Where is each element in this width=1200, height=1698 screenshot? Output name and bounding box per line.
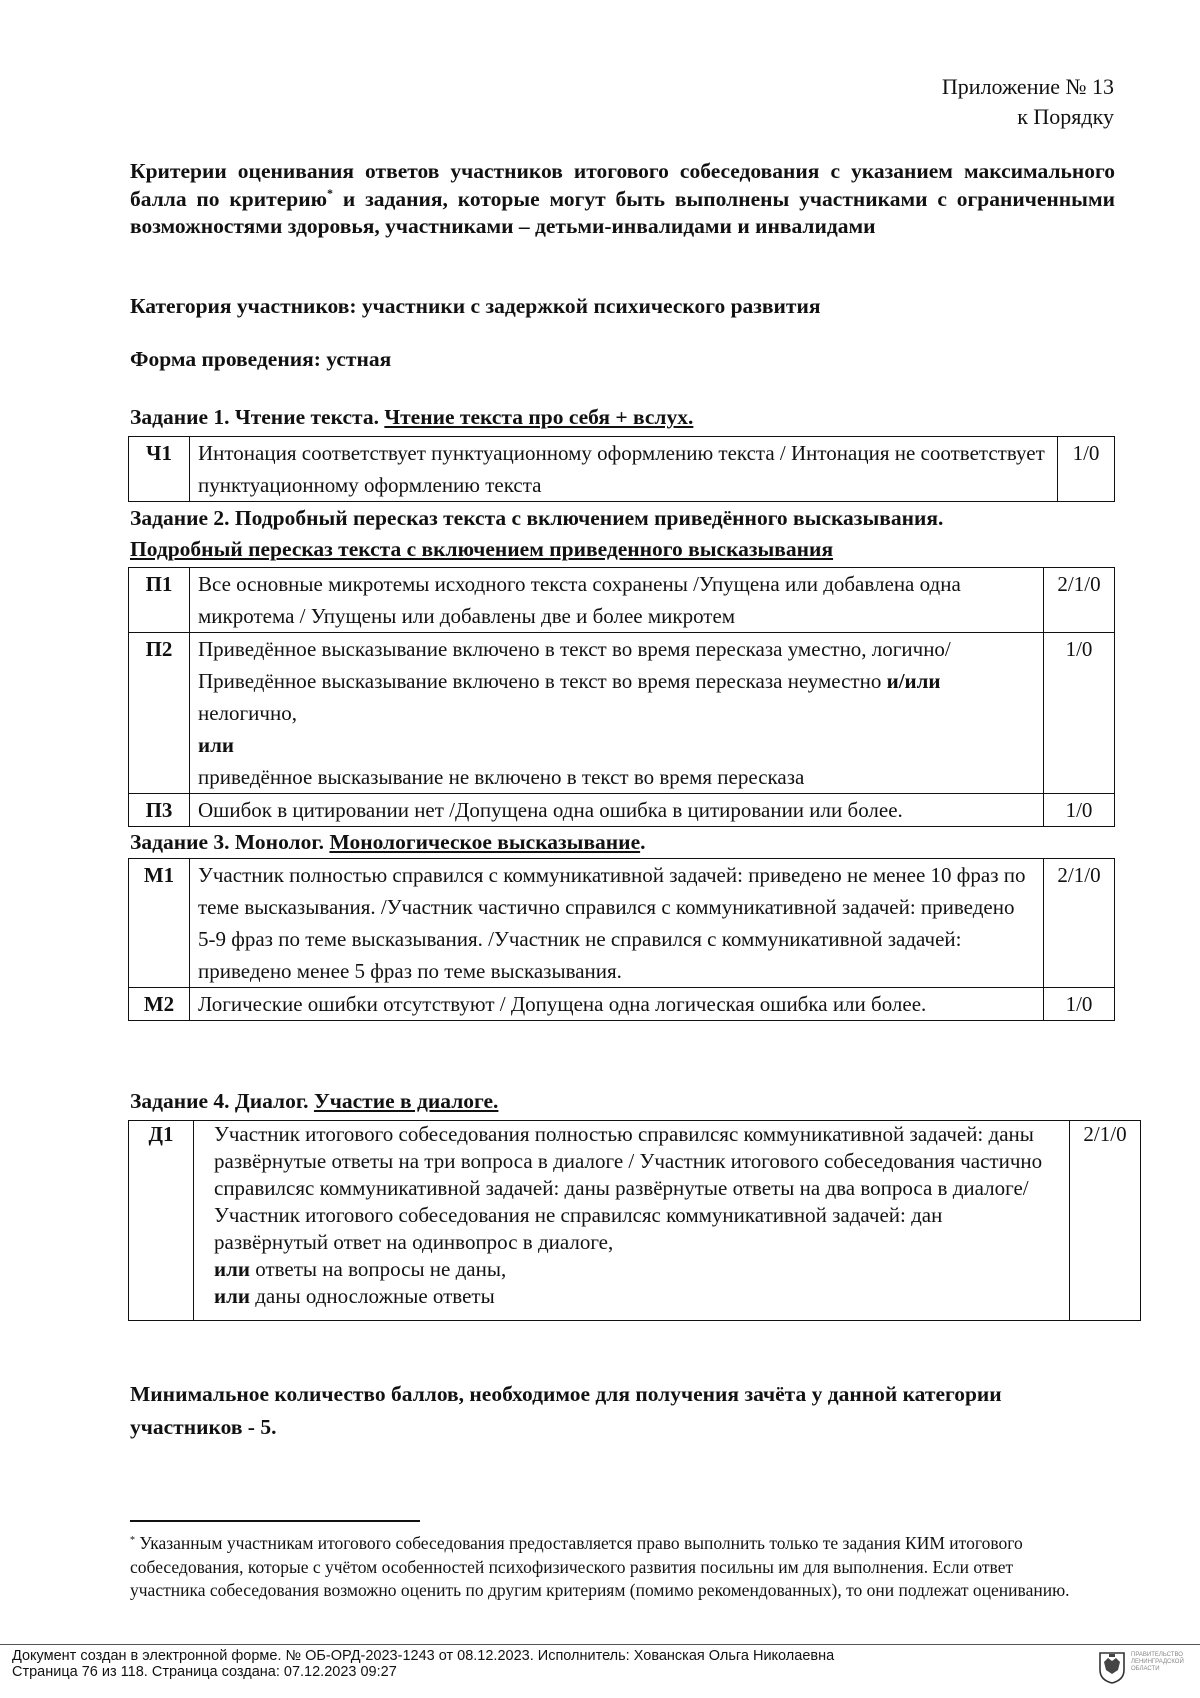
emblem-caption: ПРАВИТЕЛЬСТВО ЛЕНИНГРАДСКОЙ ОБЛАСТИ: [1131, 1652, 1184, 1672]
task3-title: Задание 3. Монолог.: [130, 830, 330, 854]
criterion-text-part: ответы на вопросы не даны,: [249, 1257, 507, 1281]
criterion-bold-or: или: [198, 733, 234, 757]
table-row: [129, 794, 1115, 827]
footnote-mark: *: [130, 1535, 135, 1546]
document-footer: [12, 1648, 834, 1680]
task4-criteria-table: [128, 1120, 1141, 1321]
task4-title: Задание 4. Диалог.: [130, 1089, 314, 1113]
criterion-text: [190, 633, 1044, 794]
criterion-score: 1/0: [1044, 633, 1115, 794]
criterion-text-part: Участник итогового собеседования полностью справилсяс коммуникативной задачей: даны развёрнутые ответы на три вопроса в диалоге / Участник итогового собеседования частично справилсяс коммуникативной задачей: даны развёрнутые ответы на два вопроса в диалоге/ Участник итогового собеседования не справилсяс коммуникативной задачей: дан развёрнутый ответ на одинвопрос в диалоге,: [214, 1122, 1043, 1254]
criterion-code: Д1: [129, 1121, 194, 1321]
task2-criteria-table: [128, 567, 1115, 827]
appendix-ref: к Порядку: [1017, 104, 1114, 129]
criterion-code: М1: [129, 859, 190, 988]
task4-heading: [130, 1086, 498, 1116]
document-title: [130, 158, 1115, 241]
task2-subheading: [130, 534, 833, 564]
criterion-text: Ошибок в цитировании нет /Допущена одна ошибка в цитировании или более.: [190, 794, 1044, 827]
criterion-text-part: даны односложные ответы: [249, 1284, 495, 1308]
task3-period: .: [640, 830, 646, 854]
criterion-text: Логические ошибки отсутствуют / Допущена одна логическая ошибка или более.: [190, 988, 1044, 1021]
criterion-score: 2/1/0: [1070, 1121, 1141, 1321]
footnote-text: Указанным участникам итогового собеседования предоставляется право выполнить только те задания КИМ итогового собеседования, которые с учётом особенностей психофизического развития посильны им для выполнения. Если ответ участника собеседования возможно оценить по другим критериям (помимо рекомендованных), то они подлежат оцениванию.: [130, 1533, 1070, 1600]
criterion-text-part: Приведённое высказывание включено в текст во время пересказа уместно, логично/ Приведённое высказывание включено в текст во время пересказа неуместно: [198, 637, 951, 693]
footer-divider: [0, 1644, 1200, 1645]
criterion-code: Ч1: [129, 437, 190, 502]
table-row: [129, 568, 1115, 633]
criterion-code: П2: [129, 633, 190, 794]
table-row: [129, 1121, 1141, 1321]
table-row: [129, 988, 1115, 1021]
criterion-text-part: приведённое высказывание не включено в текст во время пересказа: [198, 765, 805, 789]
criterion-bold-or: или: [214, 1284, 250, 1308]
criterion-bold-andor: и/или: [886, 669, 941, 693]
appendix-reference: [942, 72, 1114, 132]
criterion-text: Участник полностью справился с коммуникативной задачей: приведено не менее 10 фраз по теме высказывания. /Участник частично справился с коммуникативной задачей: приведено 5-9 фраз по теме высказывания. /Участник не справился с коммуникативной задачей: приведено менее 5 фраз по теме высказывания.: [190, 859, 1044, 988]
criterion-score: 2/1/0: [1044, 568, 1115, 633]
minimum-score-statement: Минимальное количество баллов, необходимое для получения зачёта у данной категории участников - 5.: [130, 1382, 1002, 1439]
criterion-text-part: нелогично,: [198, 701, 297, 725]
exam-form: Форма проведения: устная: [130, 347, 392, 371]
table-row: [129, 859, 1115, 988]
appendix-number: Приложение № 13: [941, 74, 1114, 99]
criterion-text: Все основные микротемы исходного текста сохранены /Упущена или добавлена одна микротема / Упущены или добавлены две и более микротем: [190, 568, 1044, 633]
criterion-text: Интонация соответствует пунктуационному оформлению текста / Интонация не соответствует пунктуационному оформлению текста: [190, 437, 1058, 502]
criterion-bold-or: или: [214, 1257, 250, 1281]
task3-criteria-table: [128, 858, 1115, 1021]
task3-subtitle: Монологическое высказывание: [329, 830, 641, 854]
title-text-1: Критерии оценивания ответов участников итогового собеседования с указанием максимального балла по критерию: [130, 159, 1115, 211]
footer-doc-info: Документ создан в электронной форме. № ОБ-ОРД-2023-1243 от 08.12.2023. Исполнитель: Хованская Ольга Николаевна: [12, 1648, 835, 1664]
footnote: [130, 1532, 1090, 1603]
criterion-code: М2: [129, 988, 190, 1021]
task1-heading: [130, 402, 693, 432]
criterion-score: 1/0: [1058, 437, 1115, 502]
criterion-code: П3: [129, 794, 190, 827]
title-footnote-mark: *: [327, 185, 334, 200]
task3-heading: [130, 827, 646, 857]
criterion-score: 1/0: [1044, 794, 1115, 827]
coat-of-arms-icon: [1098, 1650, 1126, 1684]
task2-heading: [130, 503, 943, 533]
participants-category: Категория участников: участники с задержкой психического развития: [130, 294, 821, 318]
task1-criteria-table: [128, 436, 1115, 502]
criterion-code: П1: [129, 568, 190, 633]
table-row: [129, 633, 1115, 794]
task2-title: Задание 2. Подробный пересказ текста с включением приведённого высказывания.: [130, 506, 944, 530]
task4-subtitle: Участие в диалоге.: [313, 1089, 499, 1113]
footer-page-info: Страница 76 из 118. Страница создана: 07.12.2023 09:27: [12, 1664, 397, 1680]
task1-subtitle: Чтение текста про себя + вслух.: [384, 405, 694, 429]
criterion-score: 2/1/0: [1044, 859, 1115, 988]
footnote-divider: [130, 1520, 420, 1522]
task1-title: Задание 1. Чтение текста.: [130, 405, 385, 429]
task2-subtitle: Подробный пересказ текста с включением приведенного высказывания: [130, 537, 834, 561]
table-row: [129, 437, 1115, 502]
criterion-text: [194, 1121, 1070, 1321]
title-text-2: и задания, которые могут быть выполнены участниками с ограниченными возможностями здоровья, участниками – детьми-инвалидами и инвалидами: [130, 186, 1116, 238]
criterion-score: 1/0: [1044, 988, 1115, 1021]
